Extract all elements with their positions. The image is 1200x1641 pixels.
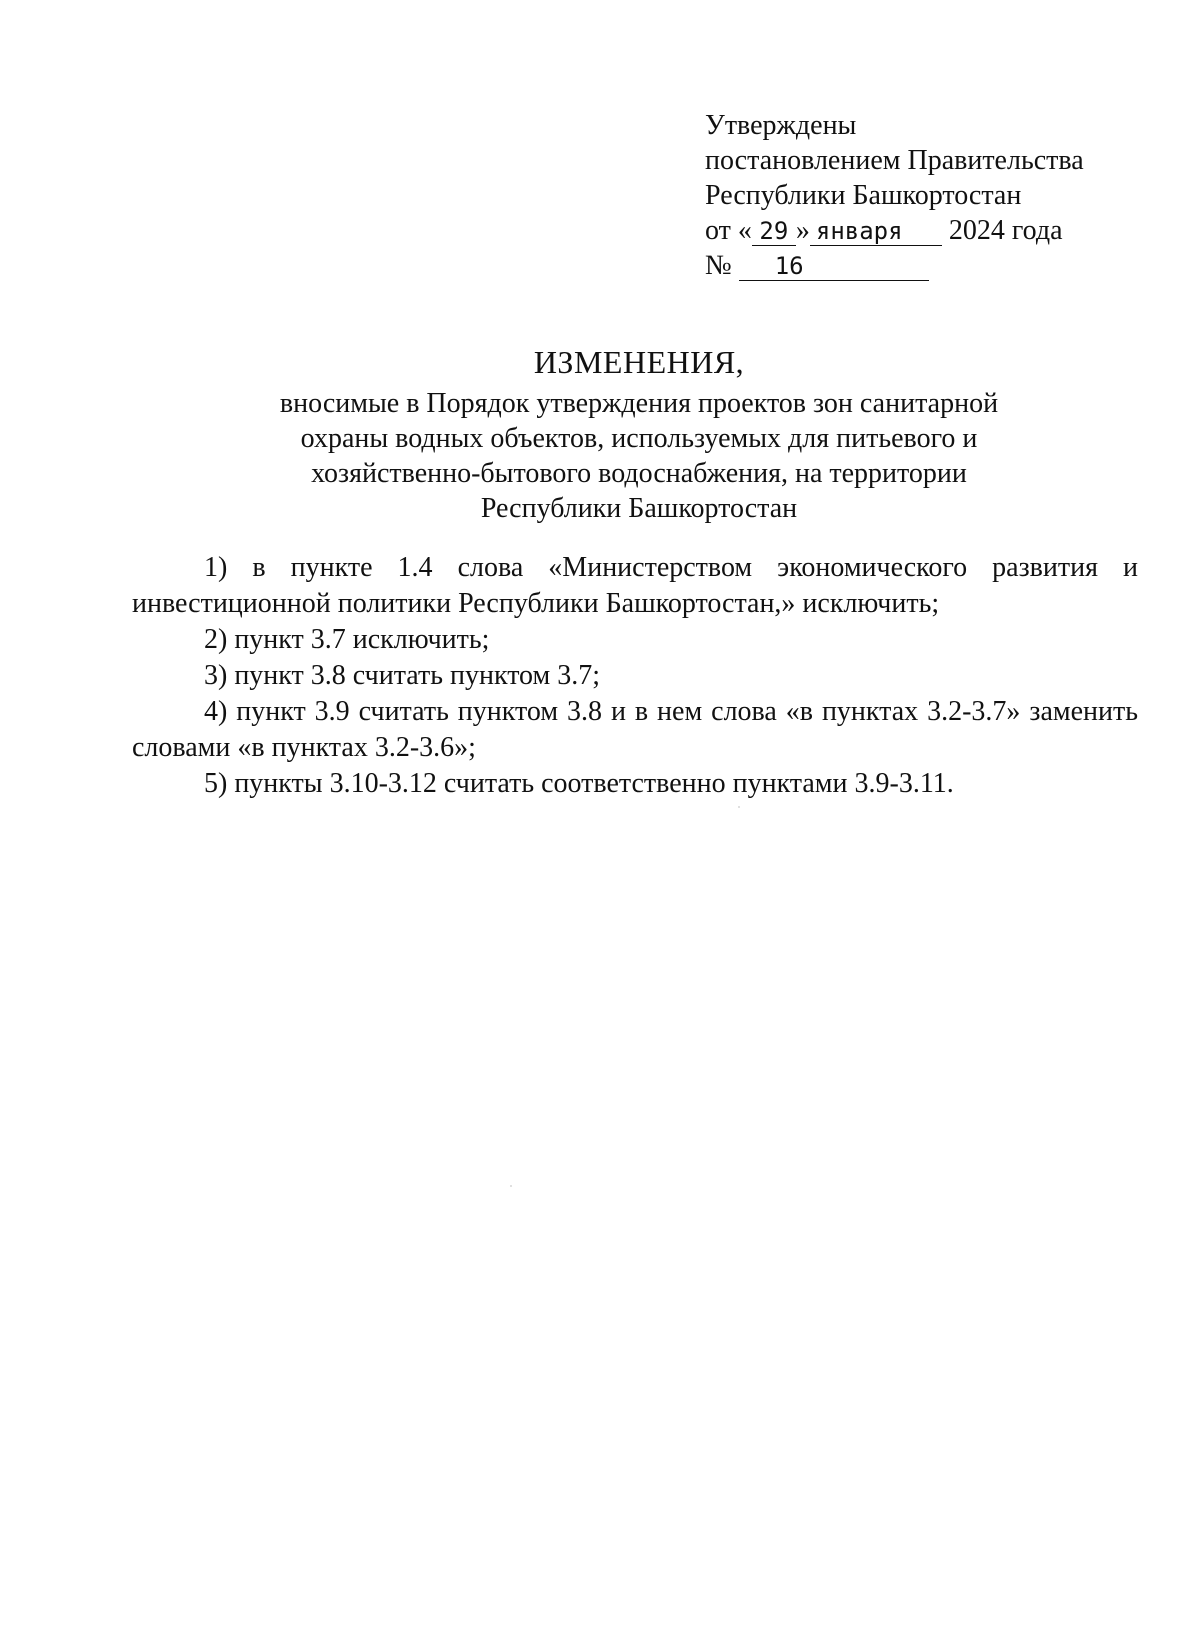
title-subline: Республики Башкортостан <box>480 493 798 524</box>
date-day-field: 29 <box>752 217 796 246</box>
amendment-item: 2) пункт 3.7 исключить; <box>204 624 490 655</box>
document-heading: ИЗМЕНЕНИЯ, <box>533 344 745 380</box>
approval-number-line <box>705 248 1084 283</box>
document-number-field: 16 <box>739 252 929 281</box>
scan-speck <box>738 806 740 808</box>
approval-stamp-block <box>705 108 1084 283</box>
title-subline: хозяйственно-бытового водоснабжения, на территории <box>311 458 967 489</box>
approval-line-approved: Утверждены <box>705 110 857 141</box>
date-day-suffix: » <box>795 215 810 246</box>
amendment-item: 3) пункт 3.8 считать пунктом 3.7; <box>204 660 601 691</box>
date-prefix: от « <box>705 215 752 246</box>
title-subline: охраны водных объектов, используемых для питьевого и <box>300 423 978 454</box>
date-month-field: января <box>810 217 942 246</box>
document-title-block <box>160 342 1118 526</box>
scan-speck <box>510 1185 512 1187</box>
title-subline: вносимые в Порядок утверждения проектов зон санитарной <box>279 388 999 419</box>
approval-line-republic: Республики Башкортостан <box>705 180 1022 211</box>
approval-date-line <box>705 213 1084 248</box>
amendment-item: 1) в пункте 1.4 слова «Министерством экономического развития и инвестиционной политики Республики Башкортостан,» исключить; <box>132 552 1138 619</box>
date-year: 2024 года <box>948 215 1063 246</box>
number-prefix: № <box>705 250 732 281</box>
amendments-list <box>132 550 1138 802</box>
approval-line-resolution: постановлением Правительства <box>705 145 1084 176</box>
amendment-item: 5) пункты 3.10-3.12 считать соответственно пунктами 3.9-3.11. <box>204 768 954 799</box>
amendment-item: 4) пункт 3.9 считать пунктом 3.8 и в нем слова «в пунктах 3.2-3.7» заменить словами «в пунктах 3.2-3.6»; <box>132 696 1138 763</box>
